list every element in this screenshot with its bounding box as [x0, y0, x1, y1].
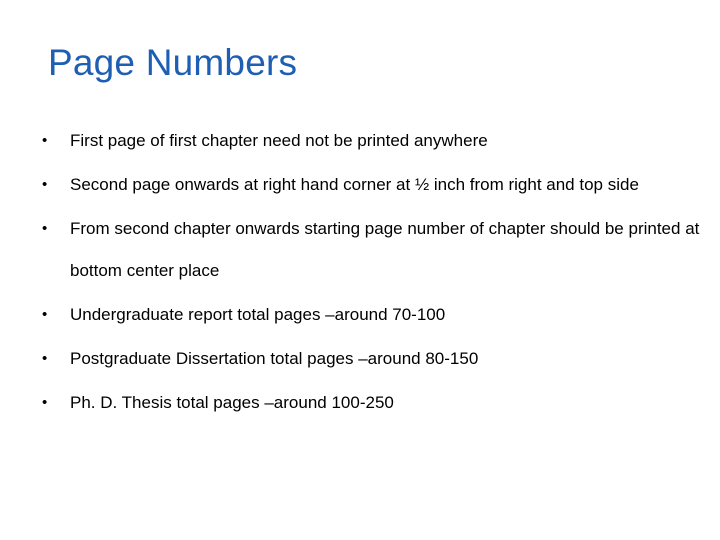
slide-title: Page Numbers: [48, 42, 298, 83]
bullet-text: First page of first chapter need not be printed anywhere: [70, 131, 488, 150]
list-item: [40, 382, 700, 424]
bullet-icon: •: [42, 306, 48, 323]
bullet-text: Ph. D. Thesis total pages –around 100-250: [70, 393, 394, 412]
bullet-text: From second chapter onwards starting page number of chapter should be printed at bottom center place: [70, 219, 700, 280]
bullet-icon: •: [42, 132, 48, 149]
list-item: [40, 338, 700, 380]
bullet-text: Postgraduate Dissertation total pages –around 80-150: [70, 349, 479, 368]
bullet-text: Undergraduate report total pages –around 70-100: [70, 305, 446, 324]
bullet-icon: •: [42, 350, 48, 367]
list-item: [40, 164, 700, 206]
bullet-icon: •: [42, 394, 48, 411]
bullet-icon: •: [42, 220, 48, 237]
list-item: [40, 294, 700, 336]
bullet-text: Second page onwards at right hand corner at ½ inch from right and top side: [70, 175, 639, 194]
list-item: [40, 208, 700, 292]
bullet-list: [40, 120, 700, 426]
bullet-icon: •: [42, 176, 48, 193]
list-item: [40, 120, 700, 162]
